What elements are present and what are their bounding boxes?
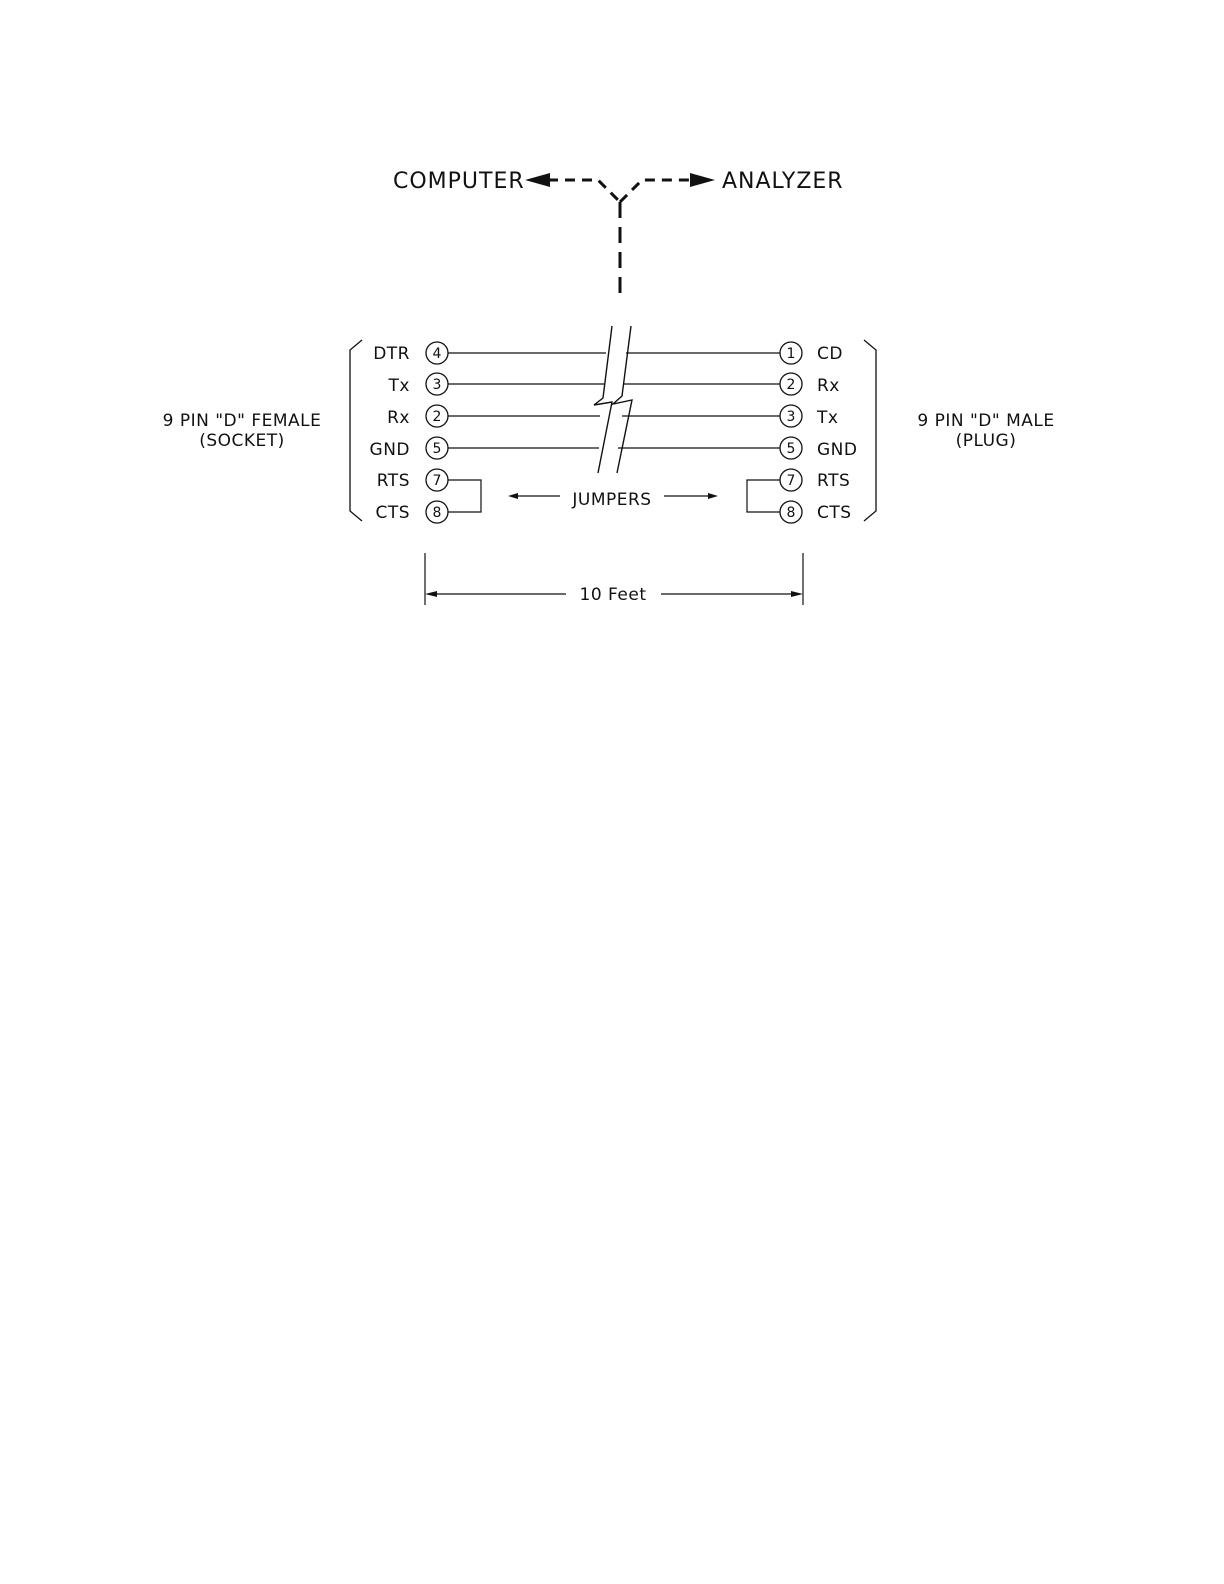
left-pin-signal: DTR	[373, 344, 410, 364]
left-pin-number: 7	[432, 473, 442, 489]
right-pin-number: 1	[786, 346, 796, 362]
right-pin-number: 3	[786, 409, 796, 425]
left-pin-number: 2	[432, 409, 442, 425]
arrow-left-icon	[525, 173, 550, 187]
left-pin-number: 8	[432, 505, 442, 521]
left-pin-number: 4	[432, 346, 442, 362]
right-pin-number: 2	[786, 377, 796, 393]
left-pin-row	[388, 373, 448, 396]
right-connector-title: 9 PIN "D" MALE	[917, 411, 1055, 431]
right-pin-signal: CD	[817, 344, 843, 364]
right-connector-subtitle: (PLUG)	[955, 431, 1017, 451]
left-pin-signal: Tx	[388, 376, 410, 396]
left-jumper	[448, 480, 481, 512]
left-pin-signal: CTS	[375, 503, 410, 523]
left-pin-row	[377, 469, 448, 491]
right-pin-signal: RTS	[817, 471, 851, 491]
right-pin-signal: CTS	[817, 503, 852, 523]
left-pin-row	[373, 342, 448, 364]
right-pin-number: 8	[786, 505, 796, 521]
right-pin-row	[780, 373, 840, 396]
left-pin-signal: Rx	[387, 408, 410, 428]
cable-break-icon	[594, 326, 632, 473]
right-pin-row	[780, 469, 850, 491]
left-connector-bracket	[350, 340, 362, 521]
left-pin-row	[387, 405, 448, 428]
analyzer-label: ANALYZER	[722, 169, 844, 194]
right-pin-row	[780, 501, 852, 523]
right-pin-row	[780, 405, 838, 428]
right-pin-number: 5	[786, 441, 796, 457]
left-pin-number: 5	[432, 441, 442, 457]
jumpers-label: JUMPERS	[572, 490, 652, 510]
y-split-dashed-path	[525, 173, 715, 296]
left-connector-title: 9 PIN "D" FEMALE	[162, 411, 322, 431]
left-pin-signal: RTS	[376, 471, 410, 491]
right-pin-signal: Rx	[817, 376, 840, 396]
computer-label: COMPUTER	[393, 169, 525, 194]
left-pin-signal: GND	[369, 440, 410, 460]
dimension-arrow-right-icon	[791, 591, 803, 597]
right-connector-bracket	[864, 340, 876, 521]
right-jumper	[747, 480, 780, 512]
right-pin-signal: Tx	[817, 408, 839, 428]
left-pin-row	[370, 437, 448, 460]
arrow-right-icon	[690, 173, 715, 187]
right-pin-signal: GND	[817, 440, 858, 460]
length-label: 10 Feet	[579, 585, 647, 605]
right-pin-number: 7	[786, 473, 796, 489]
dimension-arrow-left-icon	[425, 591, 437, 597]
right-pin-row	[780, 437, 857, 460]
left-pin-number: 3	[432, 377, 442, 393]
left-pin-row	[375, 501, 448, 523]
wires	[448, 353, 780, 448]
right-pin-row	[780, 342, 843, 364]
left-connector-subtitle: (SOCKET)	[199, 431, 285, 451]
